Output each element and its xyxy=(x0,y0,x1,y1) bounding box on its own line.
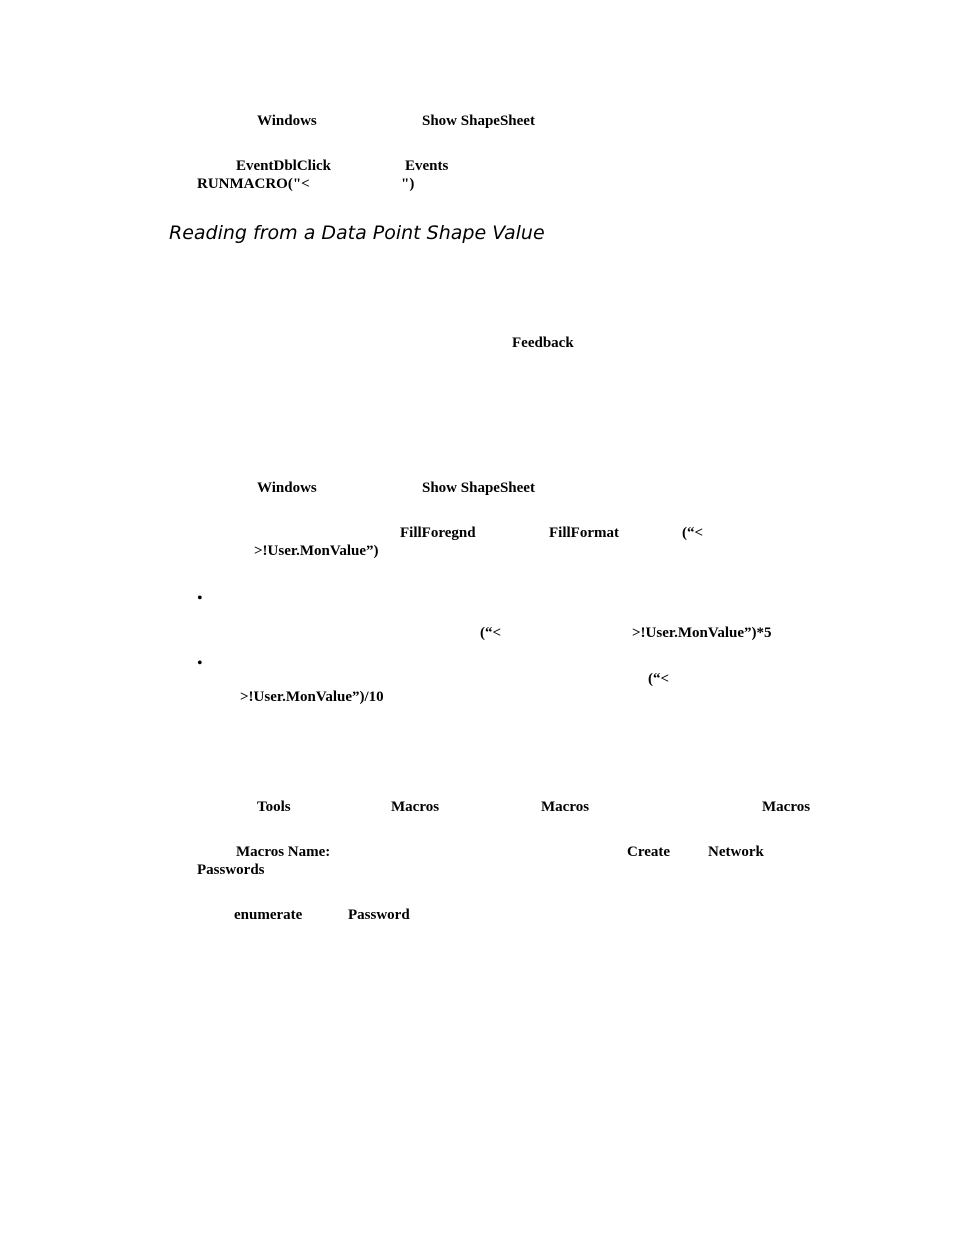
show-shapesheet-ref-2: Show ShapeSheet xyxy=(422,480,535,496)
macros-ref-2: Macros xyxy=(541,799,590,815)
passwords-ref: Passwords xyxy=(197,862,265,878)
quote-open: (“< xyxy=(682,525,704,541)
network-ref: Network xyxy=(708,844,764,860)
password-ref: Password xyxy=(348,907,410,923)
feedback-ref: Feedback xyxy=(512,335,574,351)
macros-ref-1: Macros xyxy=(391,799,440,815)
windows-menu-ref-2: Windows xyxy=(257,480,317,496)
section-heading: Reading from a Data Point Shape Value xyxy=(169,222,545,244)
show-shapesheet-ref: Show ShapeSheet xyxy=(422,113,535,129)
bullet-marker: • xyxy=(197,590,203,607)
enumerate-ref: enumerate xyxy=(234,907,303,923)
fillforegnd-ref: FillForegnd xyxy=(400,525,476,541)
bullet-2-quote-open: (“< xyxy=(648,671,670,687)
macros-name-ref: Macros Name: xyxy=(236,844,331,860)
eventdblclick-ref: EventDblClick xyxy=(236,158,332,174)
runmacro-close: ") xyxy=(401,176,415,192)
bullet-marker: • xyxy=(197,655,203,672)
macros-ref-3: Macros xyxy=(762,799,811,815)
events-ref: Events xyxy=(405,158,449,174)
runmacro-open: RUNMACRO("< xyxy=(197,176,310,192)
monvalue-expr: >!User.MonValue”) xyxy=(254,543,379,559)
tools-menu-ref: Tools xyxy=(257,799,291,815)
fillformat-ref: FillFormat xyxy=(549,525,619,541)
bullet-2-expr: >!User.MonValue”)/10 xyxy=(240,689,384,705)
create-ref: Create xyxy=(627,844,671,860)
bullet-1-quote-open: (“< xyxy=(480,625,502,641)
bullet-1-expr: >!User.MonValue”)*5 xyxy=(632,625,772,641)
windows-menu-ref: Windows xyxy=(257,113,317,129)
